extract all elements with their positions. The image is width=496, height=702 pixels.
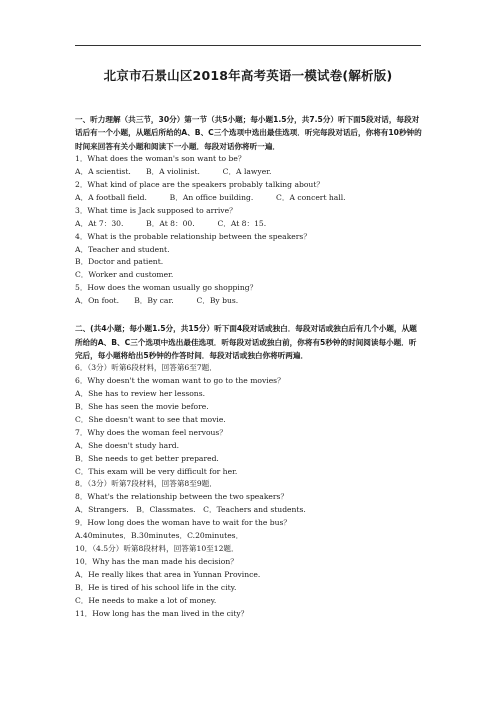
text-line: 5．How does the woman usually go shopping？ [75,283,258,293]
header-rule [75,45,421,46]
text-line: A．At 7：30. B．At 8：00. C．At 8：15. [75,218,267,228]
document-body [75,113,423,620]
document-title: 北京市石景山区2018年高考英语一模试卷(解析版) [103,68,393,83]
text-line: 3．What time is Jack supposed to arrive？ [75,205,237,215]
text-line: 9．How long does the woman have to wait for the bus？ [75,518,291,528]
text-line: 8．What's the relationship between the two speakers？ [75,492,289,502]
text-line: 1．What does the woman's son want to be？ [75,154,246,164]
text-line: A．She has to review her lessons. [75,389,206,399]
text-line: 7．Why does the woman feel nervous？ [75,427,227,437]
text-line: C．He needs to make a lot of money. [75,595,217,605]
text-line: 6．Why doesn't the woman want to go to the movies？ [75,376,285,386]
section-1-questions [75,153,423,308]
text-line: 8．（3分）听第7段材料，回答第8至9题． [75,479,217,489]
text-line: A．A scientist. B．A violinist. C．A lawyer. [75,167,272,177]
text-line: A.40minutes．B.30minutes．C.20minutes． [75,531,244,541]
text-line: A．Strangers. B．Classmates. C．Teachers and students. [75,505,306,515]
text-line: C．This exam will be very difficult for her. [75,466,238,476]
text-line: B．She has seen the movie before. [75,402,209,412]
text-line: B．He is tired of his school life in the city. [75,582,237,592]
text-line: B．She needs to get better prepared. [75,453,219,463]
section-1-heading: 一、听力理解（共三节，30分）第一节（共5小题；每小题1.5分，共7.5分）听下面5段对话，每段对话后有一个小题，从题后所给的A、B、C三个选项中选出最佳选项．听完每段对话后，你将有10秒钟的时间来回答有关小题和阅读下一小题．每段对话你将听一遍． [75,115,422,151]
text-line: A．He really likes that area in Yunnan Province. [75,569,261,579]
text-line: 10．Why has the man made his decision？ [75,556,238,566]
text-line: A．She doesn't study hard. [75,440,180,450]
text-line: C．Worker and customer. [75,270,174,280]
text-line: C．She doesn't want to see that movie. [75,414,226,424]
text-line: A．Teacher and student. [75,244,170,254]
text-line: 2．What kind of place are the speakers probably talking about？ [75,180,324,190]
text-line: A．On foot. B．By car. C．By bus. [75,296,239,306]
section-2-heading: 二、(共4小题；每小题1.5分，共15分）听下面4段对话或独白．每段对话或独白后有几个小题，从题所给的A、B、C三个选项中选出最佳选项．听每段对话或独白前，你将有5秒钟的时间阅读每小题．听完后，每小题将给出5秒钟的作答时间．每段对话或独白你将听两遍． [75,324,417,360]
text-line: B．Doctor and patient. [75,257,164,267]
section-2-questions [75,362,423,620]
text-line: 6．（3分）听第6段材料，回答第6至7题． [75,363,217,373]
text-line: 10．（4.5分）听第8段材料，回答第10至12题． [75,544,239,553]
text-line: 11．How long has the man lived in the city？ [75,608,249,618]
text-line: A．A football field. B．An office building. C．A concert hall. [75,192,346,202]
text-line: 4．What is the probable relationship between the speakers？ [75,231,311,241]
